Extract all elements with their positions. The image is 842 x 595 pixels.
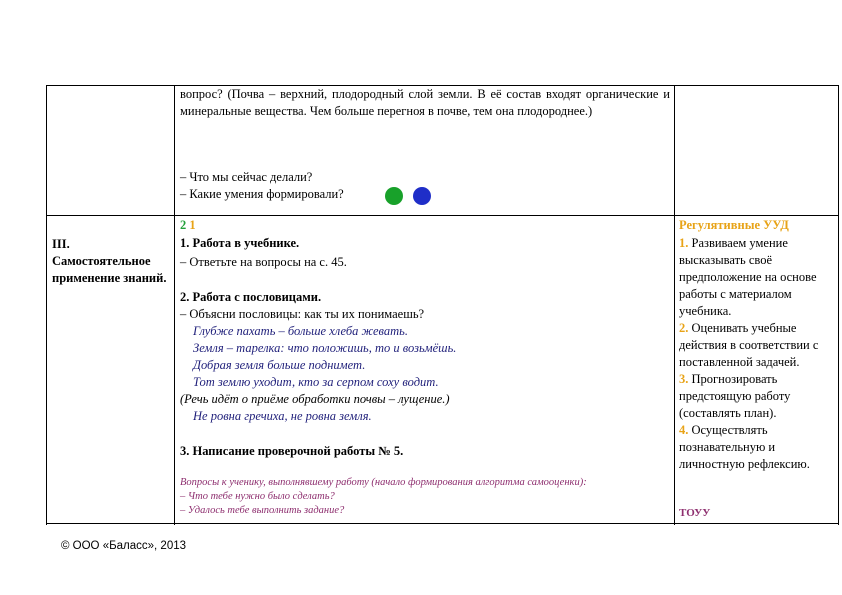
touu-label: ТОУУ xyxy=(679,507,711,519)
table-border-right xyxy=(838,85,839,525)
slide-markers xyxy=(180,217,196,234)
uud-title: Регулятивные УУД xyxy=(679,218,789,232)
proverb: Тот землю уходит, кто за серпом соху водит. xyxy=(193,375,439,389)
marker-2: 2 xyxy=(180,218,187,232)
proverb: Добрая земля больше поднимет. xyxy=(193,358,366,372)
proverb: Не ровна гречиха, не ровна земля. xyxy=(193,409,372,423)
table-border-bottom xyxy=(46,523,839,524)
green-circle-icon xyxy=(385,187,403,205)
uud-item: 1. Развиваем умение высказывать своё предположение на основе работы с материалом учебника. xyxy=(679,236,817,318)
uud-item: 2. Оценивать учебные действия в соответствии с поставленной задачей. xyxy=(679,321,819,369)
stage-number: III. xyxy=(52,237,70,251)
self-assessment-question: – Что тебе нужно было сделать? xyxy=(180,491,335,502)
table-border-left xyxy=(46,85,47,525)
task-2-heading: 2. Работа с пословицами. xyxy=(180,290,322,304)
stage-title: Самостоятельное применение знаний. xyxy=(52,254,167,285)
uud-item: 3. Прогнозировать предстоящую работу (составлять план). xyxy=(679,372,791,420)
row-divider xyxy=(46,215,839,216)
soil-definition-paragraph: вопрос? (Почва – верхний, плодородный слой земли. В её состав входят органические и минеральные вещества. Чем больше перегноя в почве, тем она плодороднее.) xyxy=(180,87,670,118)
task-1-text: – Ответьте на вопросы на с. 45. xyxy=(180,255,347,269)
task-1-heading: 1. Работа в учебнике. xyxy=(180,236,300,250)
column-divider-1 xyxy=(174,85,175,525)
question-what-did-we-do: – Что мы сейчас делали? xyxy=(180,170,313,184)
proverb: Земля – тарелка: что положишь, то и возьмёшь. xyxy=(193,341,457,355)
uud-list xyxy=(679,235,835,473)
uud-item: 4. Осуществлять познавательную и личностную рефлексию. xyxy=(679,423,810,471)
task-2-text: – Объясни пословицы: как ты их понимаешь? xyxy=(180,307,425,321)
copyright-footer: © ООО «Баласс», 2013 xyxy=(61,540,187,552)
self-assessment-title: Вопросы к ученику, выполнявшему работу (начало формирования алгоритма самооценки): xyxy=(180,477,587,488)
task-3-heading: 3. Написание проверочной работы № 5. xyxy=(180,444,404,458)
blue-circle-icon xyxy=(413,187,431,205)
self-assessment-question: – Удалось тебе выполнить задание? xyxy=(180,505,345,516)
column-divider-2 xyxy=(674,85,675,525)
proverb: Глубже пахать – больше хлеба жевать. xyxy=(193,324,408,338)
question-skills-formed: – Какие умения формировали? xyxy=(180,187,344,201)
marker-1: 1 xyxy=(189,218,196,232)
technique-note: (Речь идёт о приёме обработки почвы – лущение.) xyxy=(180,392,450,406)
